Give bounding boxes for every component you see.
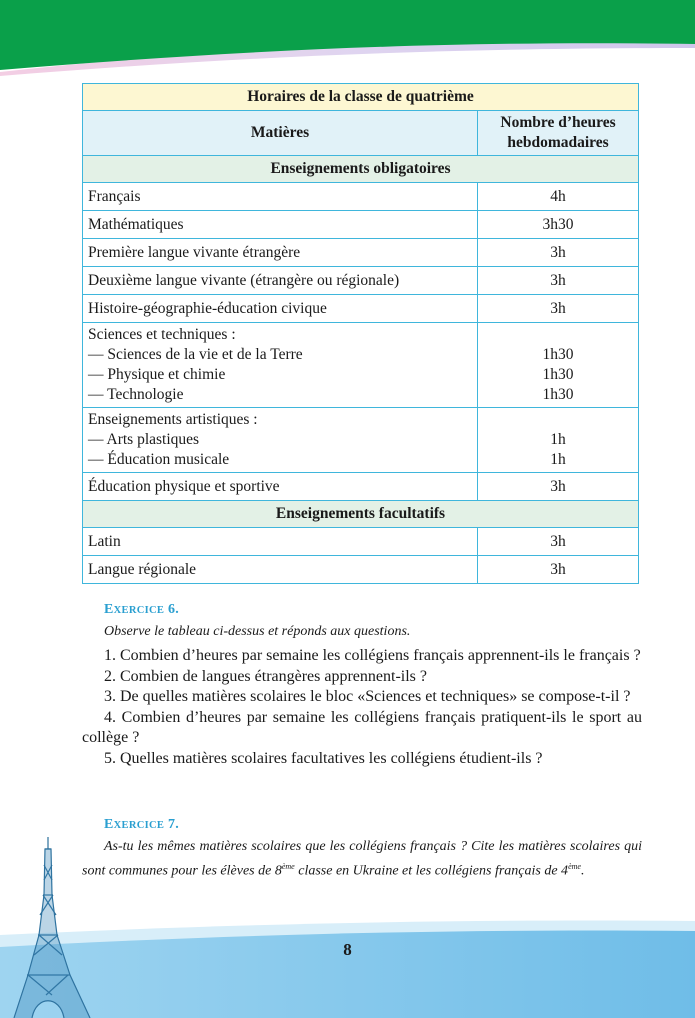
section-header-mandatory: Enseignements obligatoires bbox=[83, 156, 639, 183]
table-row bbox=[83, 295, 639, 323]
subject-cell: Éducation physique et sportive bbox=[83, 473, 478, 501]
column-header-hours: Nombre d’heures hebdomadaires bbox=[478, 111, 639, 156]
top-decoration bbox=[0, 0, 695, 90]
eiffel-tower-illustration bbox=[12, 835, 92, 1018]
subject-cell: Langue régionale bbox=[83, 556, 478, 584]
subject-cell: Mathématiques bbox=[83, 211, 478, 239]
subject-cell: Sciences et techniques : — Sciences de la vie et de la Terre — Physique et chimie — Technologie bbox=[83, 323, 478, 408]
subject-cell: Latin bbox=[83, 528, 478, 556]
exercise-6-questions bbox=[82, 646, 642, 769]
hours-cell: 3h bbox=[478, 239, 639, 267]
page-number: 8 bbox=[343, 940, 352, 959]
table-row bbox=[83, 528, 639, 556]
exercise-7-text: As-tu les mêmes matières scolaires que les collégiens français ? Cite les matières scolaires qui sont communes pour les élèves de 8ème classe en Ukraine et les collégiens français de 4ème. bbox=[82, 839, 642, 879]
hours-cell: 3h bbox=[478, 556, 639, 584]
question-item: 4. Combien d’heures par semaine les collégiens français pratiquent-ils le sport au collège ? bbox=[82, 708, 642, 746]
schedule-table bbox=[82, 83, 639, 584]
hours-cell: 4h bbox=[478, 183, 639, 211]
hours-cell: 1h 1h bbox=[478, 408, 639, 473]
table-row bbox=[83, 556, 639, 584]
hours-cell: 3h bbox=[478, 295, 639, 323]
table-row bbox=[83, 267, 639, 295]
hours-cell: 1h30 1h30 1h30 bbox=[478, 323, 639, 408]
hours-cell: 3h bbox=[478, 473, 639, 501]
table-title: Horaires de la classe de quatrième bbox=[83, 84, 639, 111]
question-item: 1. Combien d’heures par semaine les collégiens français apprennent-ils le français ? bbox=[104, 647, 641, 664]
column-header-subject: Matières bbox=[83, 111, 478, 156]
table-row bbox=[83, 473, 639, 501]
subject-cell: Français bbox=[83, 183, 478, 211]
bottom-decoration bbox=[0, 905, 695, 1018]
question-item: 2. Combien de langues étrangères apprennent-ils ? bbox=[104, 667, 427, 685]
table-row-sciences bbox=[83, 323, 639, 408]
subject-cell: Histoire-géographie-éducation civique bbox=[83, 295, 478, 323]
subject-cell: Première langue vivante étrangère bbox=[83, 239, 478, 267]
subject-cell: Deuxième langue vivante (étrangère ou régionale) bbox=[83, 267, 478, 295]
question-item: 5. Quelles matières scolaires facultatives les collégiens étudient-ils ? bbox=[104, 749, 543, 767]
hours-cell: 3h bbox=[478, 528, 639, 556]
question-item: 3. De quelles matières scolaires le bloc «Sciences et techniques» se compose-t-il ? bbox=[104, 688, 631, 705]
table-row bbox=[83, 211, 639, 239]
exercise-6-title: EXERCICE 6. bbox=[104, 602, 180, 617]
section-header-optional: Enseignements facultatifs bbox=[83, 501, 639, 528]
exercise-7-title: EXERCICE 7. bbox=[104, 817, 180, 832]
table-row bbox=[83, 183, 639, 211]
subject-cell: Enseignements artistiques : — Arts plastiques — Éducation musicale bbox=[83, 408, 478, 473]
table-row bbox=[83, 239, 639, 267]
hours-cell: 3h30 bbox=[478, 211, 639, 239]
hours-cell: 3h bbox=[478, 267, 639, 295]
table-row-arts bbox=[83, 408, 639, 473]
exercise-6-instruction: Observe le tableau ci-dessus et réponds aux questions. bbox=[104, 624, 411, 639]
